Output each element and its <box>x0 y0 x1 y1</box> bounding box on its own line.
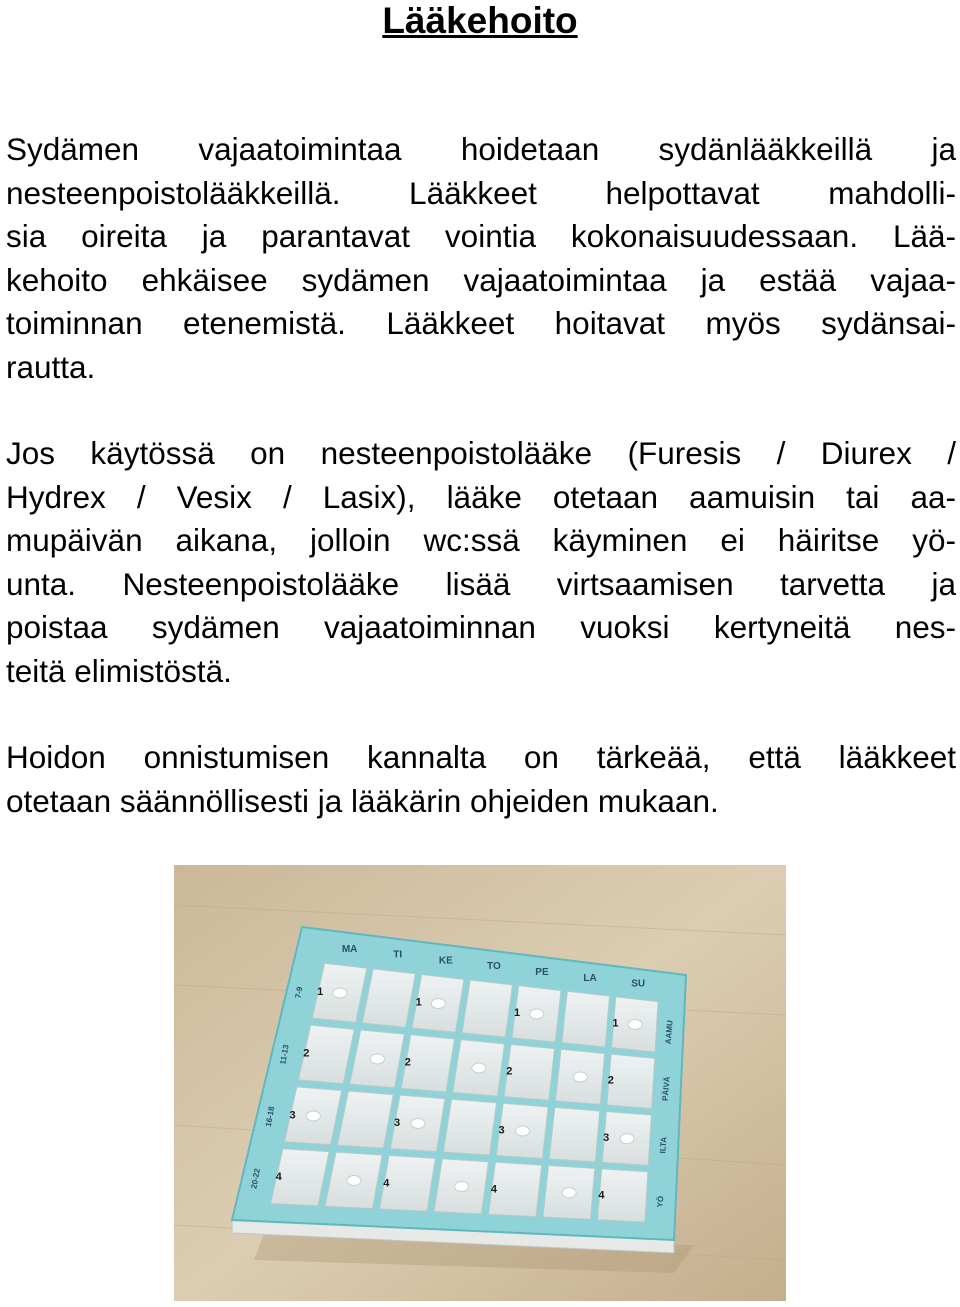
row-number-label: 2 <box>506 1065 513 1078</box>
text-line: teitä elimistöstä. <box>6 652 232 689</box>
text-line: toiminnan etenemistä. Lääkkeet hoitavat myös sydänsai- <box>6 305 956 341</box>
text-line: mupäivän aikana, jolloin wc:ssä käyminen ei häiritse yö- <box>6 522 956 558</box>
pill <box>306 1111 320 1121</box>
pill-case <box>232 927 686 1253</box>
row-number-label: 2 <box>404 1056 411 1069</box>
paragraph-3 <box>6 736 956 823</box>
pill <box>455 1182 469 1192</box>
row-number-label: 3 <box>289 1109 296 1122</box>
page-title: Lääkehoito <box>382 0 578 41</box>
time-range-label: 7-9 <box>293 986 305 999</box>
row-number-label: 3 <box>603 1132 610 1145</box>
row-number-label: 1 <box>317 985 324 998</box>
pill-compartment <box>562 991 610 1047</box>
pill-organizer-photo <box>174 865 786 1301</box>
day-label-ke: KE <box>438 955 453 967</box>
text-line: rautta. <box>6 348 96 385</box>
row-number-label: 4 <box>383 1177 390 1190</box>
time-of-day-label: YÖ <box>655 1195 666 1208</box>
time-of-day-label: ILTA <box>658 1136 669 1154</box>
pill <box>411 1119 425 1129</box>
row-number-label: 3 <box>393 1116 401 1129</box>
pill-compartment <box>443 1099 496 1155</box>
time-of-day-label: PÄIVÄ <box>660 1076 672 1102</box>
text-line: Sydämen vajaatoimintaa hoidetaan sydänlääkkeillä ja <box>6 131 956 167</box>
row-number-label: 2 <box>607 1074 614 1087</box>
text-line: Hoidon onnistumisen kannalta on tärkeää, että lääkkeet <box>6 739 956 775</box>
pill <box>620 1134 634 1144</box>
pill-organizer-illustration <box>174 865 786 1301</box>
pill-compartment <box>549 1107 600 1162</box>
pill <box>530 1009 544 1019</box>
time-range-label: 16-18 <box>263 1105 277 1128</box>
row-number-label: 1 <box>612 1017 619 1030</box>
paragraph-1 <box>6 128 956 389</box>
pill <box>472 1063 486 1073</box>
pill <box>515 1126 529 1136</box>
row-number-label: 3 <box>498 1124 505 1137</box>
time-range-label: 11-13 <box>278 1043 291 1066</box>
day-label-ti: TI <box>393 949 403 961</box>
day-label-ma: MA <box>341 943 358 955</box>
pill <box>628 1019 642 1029</box>
row-number-label: 4 <box>598 1189 605 1202</box>
row-number-label: 2 <box>303 1047 310 1060</box>
pill <box>562 1188 576 1198</box>
pill <box>347 1175 361 1185</box>
time-range-label: 20-22 <box>249 1167 262 1190</box>
pill <box>431 999 445 1009</box>
day-label-su: SU <box>631 978 646 990</box>
row-number-label: 1 <box>514 1006 521 1019</box>
paragraph-2 <box>6 432 956 693</box>
row-number-label: 4 <box>275 1171 282 1184</box>
day-label-la: LA <box>583 972 597 984</box>
day-label-pe: PE <box>535 966 549 978</box>
text-line: otetaan säännöllisesti ja lääkärin ohjeiden mukaan. <box>6 782 719 819</box>
text-line: Hydrex / Vesix / Lasix), lääke otetaan aamuisin tai aa- <box>6 478 956 515</box>
pill-compartment <box>462 980 513 1037</box>
pill-compartment <box>597 1169 647 1222</box>
text-line: unta. Nesteenpoistolääke lisää virtsaamisen tarvetta ja <box>6 565 956 602</box>
pill <box>333 988 347 998</box>
text-line: Jos käytössä on nesteenpoistolääke (Furesis / Diurex / <box>6 435 956 471</box>
text-line: nesteenpoistolääkkeillä. Lääkkeet helpottavat mahdolli- <box>6 174 956 211</box>
pill-compartment <box>607 1054 655 1109</box>
text-line: kehoito ehkäisee sydämen vajaatoimintaa ja estää vajaa- <box>6 261 956 298</box>
row-number-label: 4 <box>490 1183 497 1196</box>
pill <box>573 1072 587 1082</box>
row-number-label: 1 <box>415 996 422 1009</box>
pill <box>370 1054 384 1064</box>
day-label-to: TO <box>487 961 501 973</box>
text-line: poistaa sydämen vajaatoiminnan vuoksi kertyneitä nes- <box>6 609 956 645</box>
text-line: sia oireita ja parantavat vointia kokonaisuudessaan. Lää- <box>6 218 956 254</box>
time-of-day-label: AAMU <box>663 1019 675 1045</box>
